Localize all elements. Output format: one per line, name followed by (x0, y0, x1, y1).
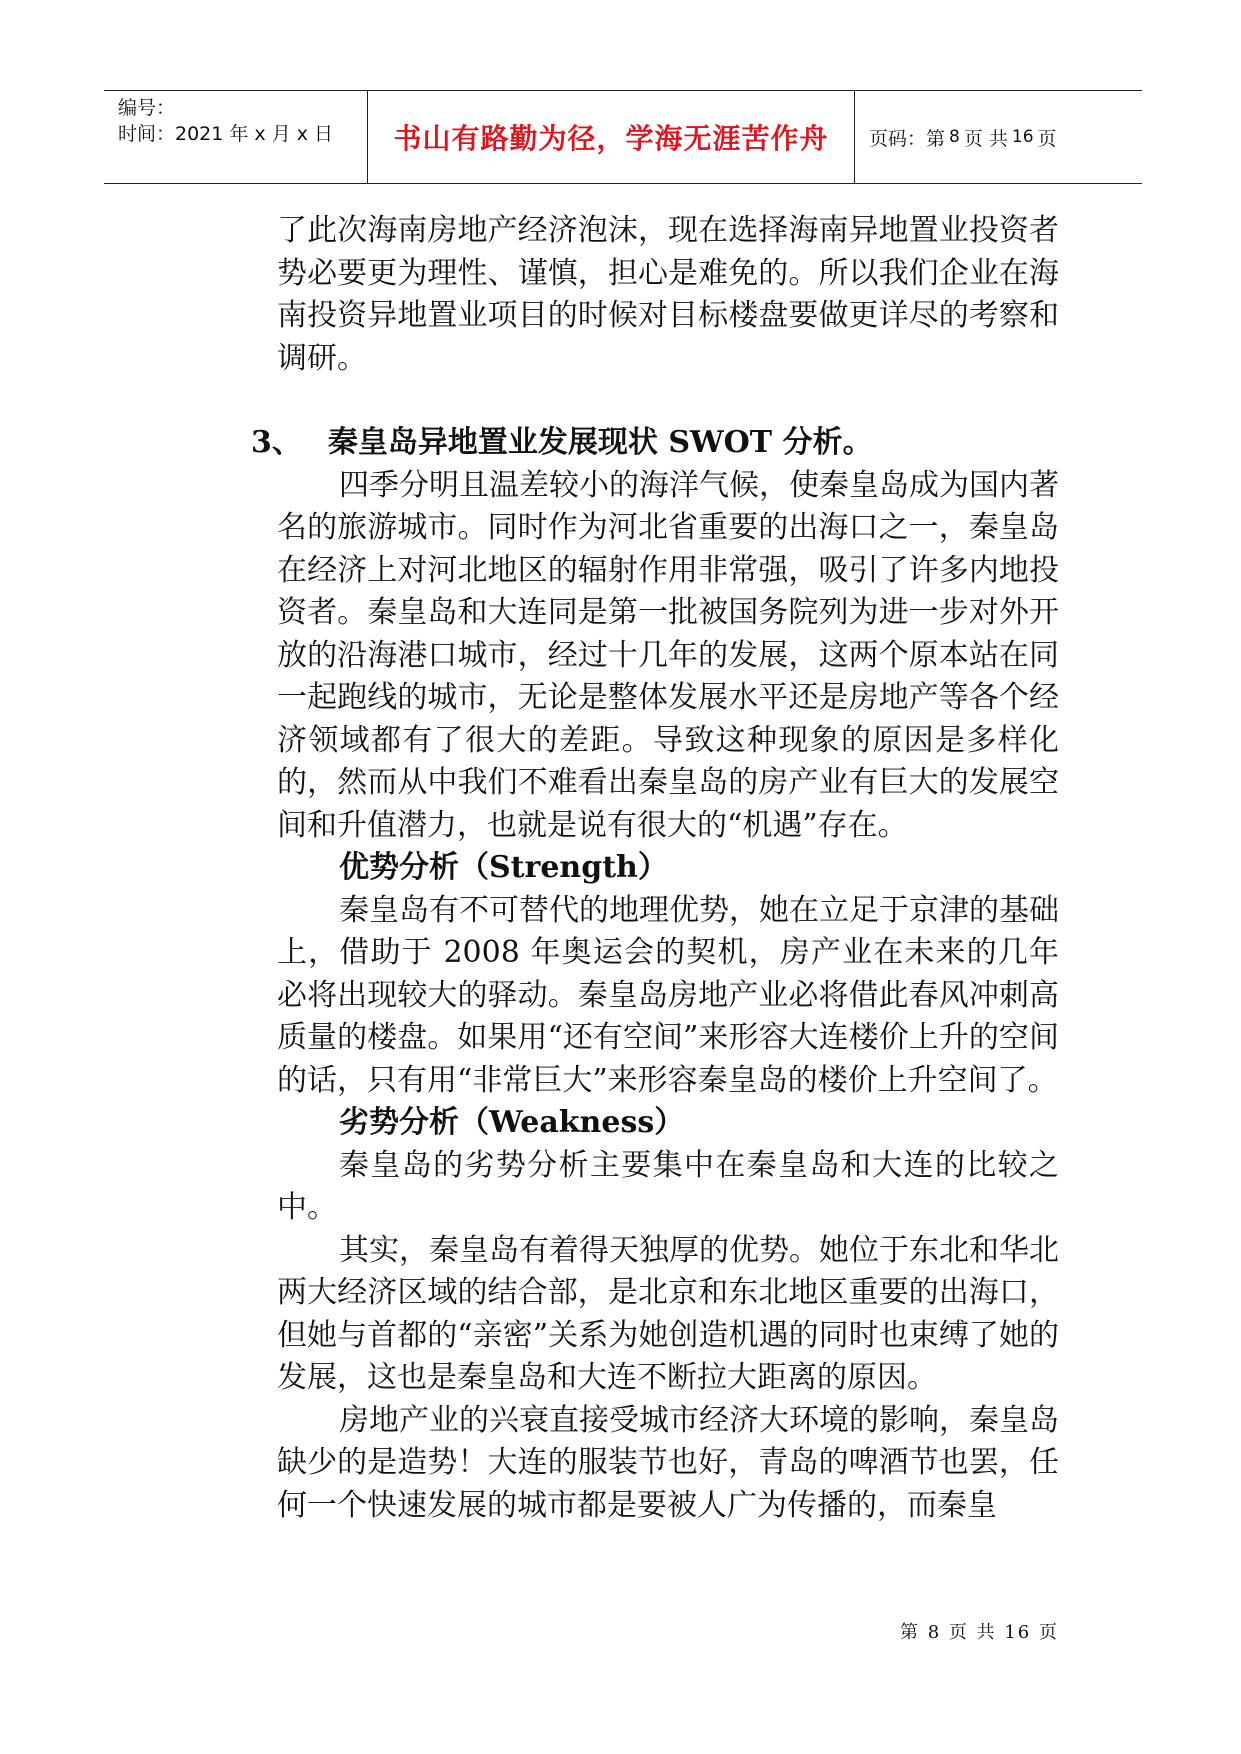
paragraph-weakness-momentum: 房地产业的兴衰直接受城市经济大环境的影响，秦皇岛缺少的是造势！大连的服装节也好，青岛的啤酒节也罢，任何一个快速发展的城市都是要被人广为传播的，而秦皇 (277, 1402, 1059, 1523)
weakness-heading: 劣势分析（Weakness） (339, 1105, 685, 1140)
paragraph-weakness-intro: 秦皇岛的劣势分析主要集中在秦皇岛和大连的比较之中。 (277, 1147, 1059, 1225)
strength-heading: 优势分析（Strength） (339, 850, 668, 885)
paragraph-qinhuangdao-overview: 四季分明且温差较小的海洋气候，使秦皇岛成为国内著名的旅游城市。同时作为河北省重要的出海口之一，秦皇岛在经济上对河北地区的辐射作用非常强，吸引了许多内地投资者。秦皇岛和大连同是第一批被国务院列为进一步对外开放的沿海港口城市，经过十几年的发展，这两个原本站在同一起跑线的城市，无论是整体发展水平还是房地产等各个经济领域都有了很大的差距。导致这种现象的原因是多样化的，然而从中我们不难看出秦皇岛的房产业有巨大的发展空间和升值潜力，也就是说有很大的“机遇”存在。 (277, 467, 1059, 843)
section-number: 3、 (251, 425, 302, 460)
page-total: 16 (1011, 127, 1034, 147)
section-heading (251, 422, 1059, 465)
page-mid: 页 共 (963, 127, 1008, 150)
page-current: 8 (949, 127, 960, 147)
header-motto-cell (368, 91, 855, 183)
paragraph-hainan-conclusion: 了此次海南房地产经济泡沫，现在选择海南异地置业投资者势必要更为理性、谨慎，担心是难免的。所以我们企业在海南投资异地置业项目的时候对目标楼盘要做更详尽的考察和调研。 (277, 213, 1059, 376)
section-title: 秦皇岛异地置业发展现状 SWOT 分析。 (327, 425, 873, 460)
document-body (251, 210, 1059, 1527)
motto: 书山有路勤为径，学海无涯苦作舟 (393, 122, 829, 155)
serial-label: 编号： (118, 97, 176, 119)
page-header (104, 90, 1142, 184)
time-label: 时间：2021 年 x 月 x 日 (118, 123, 334, 145)
page-footer: 第 8 页 共 16 页 (900, 1622, 1059, 1643)
page-prefix: 页码：第 (869, 127, 946, 150)
paragraph-strength: 秦皇岛有不可替代的地理优势，她在立足于京津的基础上，借助于 2008 年奥运会的契机，房产业在未来的几年必将出现较大的驿动。秦皇岛房地产业必将借此春风冲刺高质量的楼盘。如果用“还有空间”来形容大连楼价上升的空间的话，只有用“非常巨大”来形容秦皇岛的楼价上升空间了。 (277, 892, 1059, 1098)
header-page-cell (855, 91, 1142, 183)
paragraph-weakness-detail: 其实，秦皇岛有着得天独厚的优势。她位于东北和华北两大经济区域的结合部，是北京和东北地区重要的出海口，但她与首都的“亲密”关系为她创造机遇的同时也束缚了她的发展，这也是秦皇岛和大连不断拉大距离的原因。 (277, 1232, 1059, 1395)
paragraph-gap (277, 380, 1059, 422)
page-suffix: 页 (1037, 127, 1057, 150)
header-meta-cell (104, 91, 368, 183)
